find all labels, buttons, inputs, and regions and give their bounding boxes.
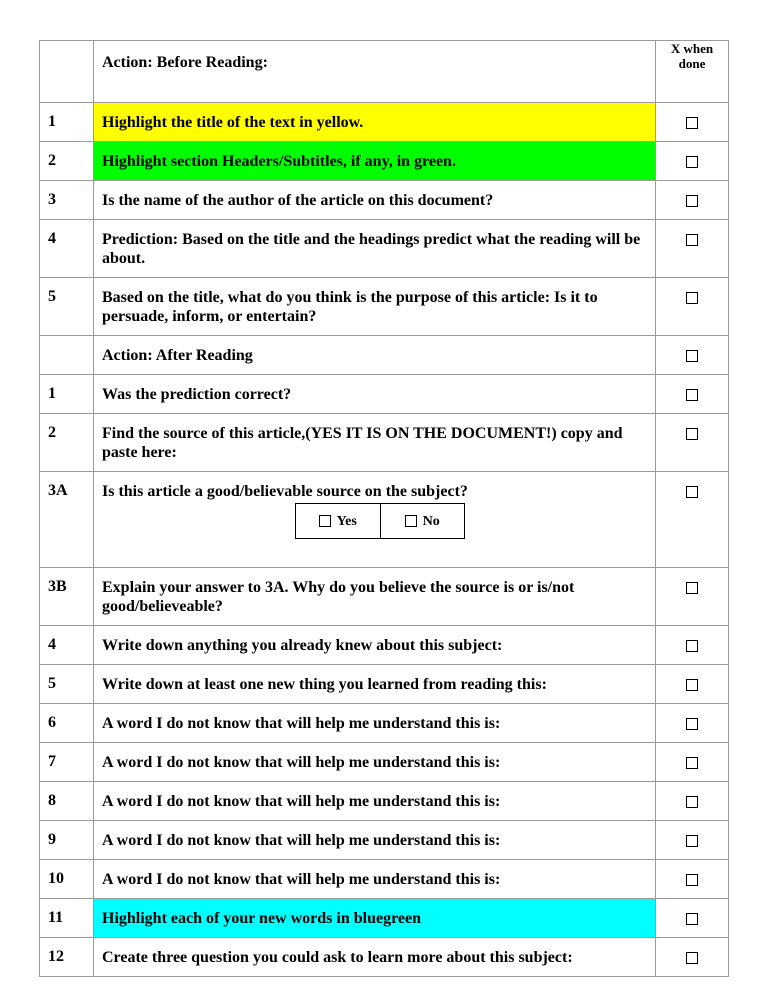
table-row bbox=[40, 743, 729, 782]
row-check-cell bbox=[656, 568, 729, 626]
row-number: 7 bbox=[40, 743, 94, 782]
checkbox[interactable] bbox=[686, 757, 698, 769]
row-number: 4 bbox=[40, 626, 94, 665]
row-number: 4 bbox=[40, 220, 94, 278]
checkbox[interactable] bbox=[686, 718, 698, 730]
checkbox[interactable] bbox=[686, 156, 698, 168]
table-row bbox=[40, 103, 729, 142]
table-row bbox=[40, 938, 729, 977]
row-check-cell bbox=[656, 860, 729, 899]
row-check-cell bbox=[656, 142, 729, 181]
table-row bbox=[40, 472, 729, 568]
row-check-cell bbox=[656, 938, 729, 977]
row-text: A word I do not know that will help me understand this is: bbox=[94, 860, 656, 899]
row-text: Is the name of the author of the article on this document? bbox=[94, 181, 656, 220]
yes-no-choice bbox=[295, 503, 465, 539]
row-check-cell bbox=[656, 704, 729, 743]
row-text: Was the prediction correct? bbox=[94, 375, 656, 414]
table-row bbox=[40, 860, 729, 899]
after-header-num-cell bbox=[40, 336, 94, 375]
no-checkbox[interactable] bbox=[405, 515, 417, 527]
row-number: 9 bbox=[40, 821, 94, 860]
after-header-row bbox=[40, 336, 729, 375]
row-check-cell bbox=[656, 278, 729, 336]
checkbox[interactable] bbox=[686, 835, 698, 847]
checkbox[interactable] bbox=[686, 874, 698, 886]
row-text: A word I do not know that will help me understand this is: bbox=[94, 782, 656, 821]
checkbox[interactable] bbox=[686, 292, 698, 304]
row-number: 6 bbox=[40, 704, 94, 743]
table-row bbox=[40, 142, 729, 181]
table-row bbox=[40, 782, 729, 821]
row-number: 11 bbox=[40, 899, 94, 938]
row-text: Create three question you could ask to learn more about this subject: bbox=[94, 938, 656, 977]
row-number: 10 bbox=[40, 860, 94, 899]
row-number: 5 bbox=[40, 278, 94, 336]
table-row bbox=[40, 665, 729, 704]
table-row bbox=[40, 899, 729, 938]
row-number: 3A bbox=[40, 472, 94, 568]
row-text: Prediction: Based on the title and the headings predict what the reading will be about. bbox=[94, 220, 656, 278]
row-text: A word I do not know that will help me understand this is: bbox=[94, 743, 656, 782]
no-label: No bbox=[422, 513, 440, 529]
row-check-cell bbox=[656, 414, 729, 472]
row-number: 1 bbox=[40, 375, 94, 414]
row-check-cell bbox=[656, 181, 729, 220]
header-title: Action: Before Reading: bbox=[94, 41, 656, 103]
no-option[interactable] bbox=[380, 504, 465, 538]
header-row bbox=[40, 41, 729, 103]
row-text: Highlight section Headers/Subtitles, if any, in green. bbox=[94, 142, 656, 181]
row-text: Is this article a good/believable source on the subject? bbox=[102, 483, 468, 500]
row-number: 2 bbox=[40, 142, 94, 181]
checkbox[interactable] bbox=[686, 117, 698, 129]
header-check-column: X when done bbox=[656, 41, 729, 103]
checkbox[interactable] bbox=[686, 640, 698, 652]
table-row bbox=[40, 375, 729, 414]
row-check-cell bbox=[656, 821, 729, 860]
row-check-cell bbox=[656, 103, 729, 142]
row-text: A word I do not know that will help me understand this is: bbox=[94, 704, 656, 743]
row-text: A word I do not know that will help me understand this is: bbox=[94, 821, 656, 860]
yes-label: Yes bbox=[336, 513, 357, 529]
row-number: 12 bbox=[40, 938, 94, 977]
table-row bbox=[40, 704, 729, 743]
row-number: 1 bbox=[40, 103, 94, 142]
checkbox[interactable] bbox=[686, 195, 698, 207]
row-check-cell bbox=[656, 743, 729, 782]
row-check-cell bbox=[656, 782, 729, 821]
checkbox[interactable] bbox=[686, 679, 698, 691]
checkbox[interactable] bbox=[686, 796, 698, 808]
checkbox[interactable] bbox=[686, 952, 698, 964]
table-row bbox=[40, 821, 729, 860]
row-text: Write down at least one new thing you learned from reading this: bbox=[94, 665, 656, 704]
checkbox[interactable] bbox=[686, 582, 698, 594]
row-text: Highlight each of your new words in bluegreen bbox=[94, 899, 656, 938]
checkbox[interactable] bbox=[686, 350, 698, 362]
reading-checklist-table bbox=[39, 40, 729, 977]
table-row bbox=[40, 181, 729, 220]
row-text-cell bbox=[94, 472, 656, 568]
row-number: 8 bbox=[40, 782, 94, 821]
table-row bbox=[40, 568, 729, 626]
table-row bbox=[40, 414, 729, 472]
table-row bbox=[40, 220, 729, 278]
row-number: 3B bbox=[40, 568, 94, 626]
row-text: Explain your answer to 3A. Why do you believe the source is or is/not good/believeable? bbox=[94, 568, 656, 626]
table-row bbox=[40, 278, 729, 336]
row-text: Based on the title, what do you think is the purpose of this article: Is it to persuade, inform, or entertain? bbox=[94, 278, 656, 336]
checkbox[interactable] bbox=[686, 234, 698, 246]
row-number: 3 bbox=[40, 181, 94, 220]
row-check-cell bbox=[656, 626, 729, 665]
yes-option[interactable] bbox=[296, 504, 380, 538]
row-check-cell bbox=[656, 336, 729, 375]
row-check-cell bbox=[656, 665, 729, 704]
after-header-title: Action: After Reading bbox=[94, 336, 656, 375]
row-text: Highlight the title of the text in yellow. bbox=[94, 103, 656, 142]
table-row bbox=[40, 626, 729, 665]
checkbox[interactable] bbox=[686, 428, 698, 440]
row-text: Write down anything you already knew about this subject: bbox=[94, 626, 656, 665]
row-text: Find the source of this article,(YES IT IS ON THE DOCUMENT!) copy and paste here: bbox=[94, 414, 656, 472]
yes-checkbox[interactable] bbox=[319, 515, 331, 527]
row-check-cell bbox=[656, 220, 729, 278]
checkbox[interactable] bbox=[686, 913, 698, 925]
row-number: 2 bbox=[40, 414, 94, 472]
row-check-cell bbox=[656, 899, 729, 938]
row-number: 5 bbox=[40, 665, 94, 704]
checkbox[interactable] bbox=[686, 486, 698, 498]
row-check-cell bbox=[656, 375, 729, 414]
checkbox[interactable] bbox=[686, 389, 698, 401]
row-check-cell bbox=[656, 472, 729, 568]
header-num-cell bbox=[40, 41, 94, 103]
